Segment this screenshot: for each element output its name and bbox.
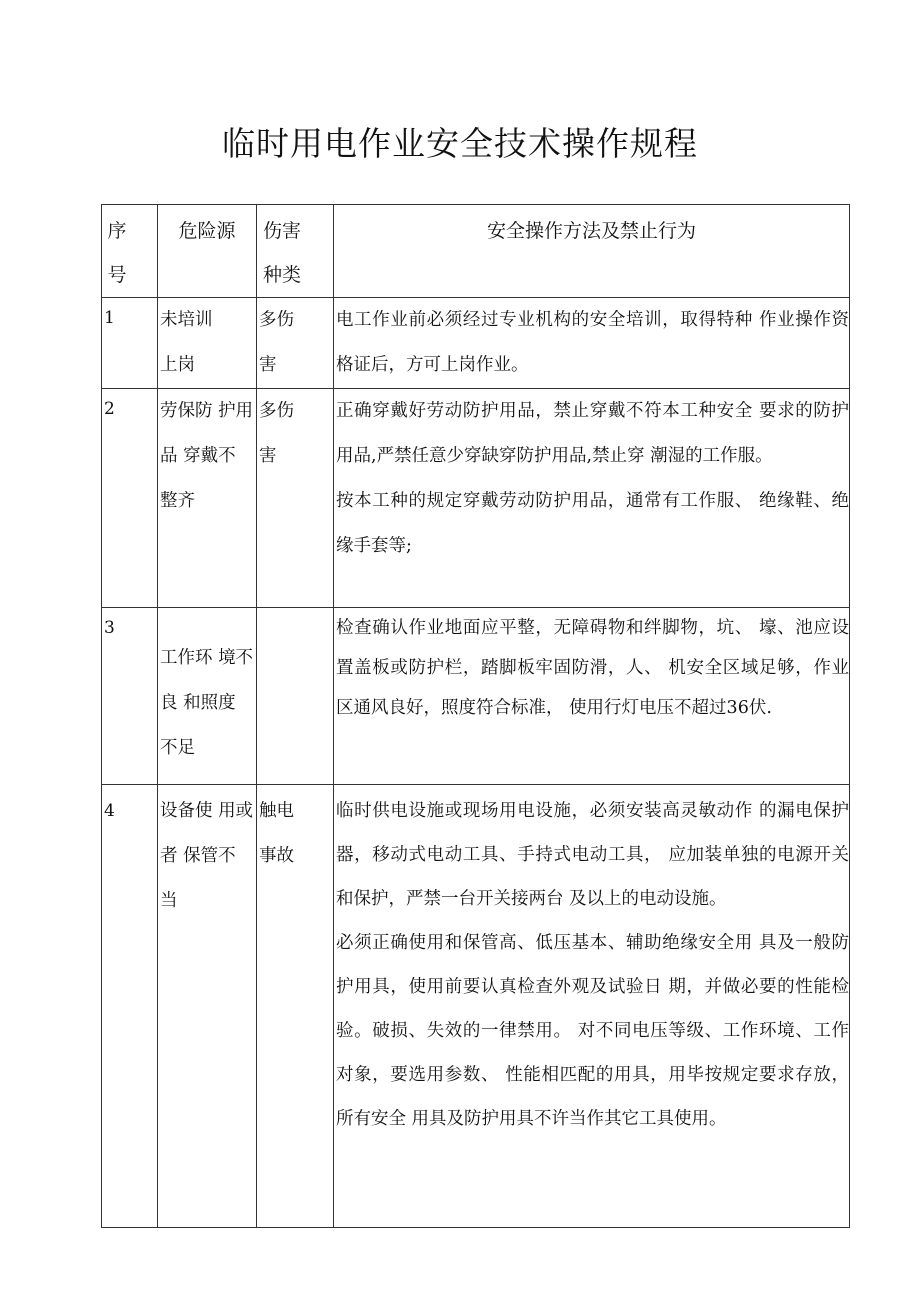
header-no: 序号 [102,205,158,298]
header-injury-type: 伤害种类 [257,205,334,298]
method-paragraph: 正确穿戴好劳动防护用品，禁止穿戴不符本工种安全 要求的防护用品,严禁任意少穿缺穿防护用品,禁止穿 潮湿的工作服。 [336,401,849,466]
table-row [102,785,850,1228]
cell-injury-type: 触电事故 [257,785,334,1228]
cell-hazard-source: 设备使 用或者 保管不 当 [158,785,257,1228]
header-method: 安全操作方法及禁止行为 [334,205,850,298]
header-hazard-source: 危险源 [158,205,257,298]
method-paragraph: 按本工种的规定穿戴劳动防护用品，通常有工作服、 绝缘鞋、绝缘手套等; [336,491,849,556]
cell-hazard-source: 工作环 境不良 和照度 不足 [158,608,257,785]
cell-method [334,389,850,608]
cell-hazard-source: 劳保防 护用品 穿戴不 整齐 [158,389,257,608]
page-title: 临时用电作业安全技术操作规程 [222,124,698,163]
table-row [102,608,850,785]
cell-injury-type: 多伤害 [257,298,334,389]
method-paragraph: 必须正确使用和保管高、低压基本、辅助绝缘安全用 具及一般防护用具，使用前要认真检查外观及试验日 期，并做必要的性能检验。破损、失效的一律禁用。 对不同电压等级、工作环境、工作对象，要选用参数、 性能相匹配的用具，用毕按规定要求存放，所有安全 用具及防护用具不许当作其它工具使用。 [336,933,849,1129]
cell-no: 4 [102,785,158,1228]
table-row [102,298,850,389]
cell-no: 2 [102,389,158,608]
cell-no: 3 [102,608,158,785]
cell-method [334,298,850,389]
method-paragraph: 检查确认作业地面应平整，无障碍物和绊脚物，坑、 壕、池应设置盖板或防护栏，踏脚板牢固防滑，人、 机安全区域足够，作业区通风良好，照度符合标准， 使用行灯电压不超过36伏. [336,618,849,718]
cell-injury-type: 多伤害 [257,389,334,608]
safety-rules-table [101,204,850,1228]
cell-method [334,608,850,785]
table-header-row [102,205,850,298]
cell-method [334,785,850,1228]
table-row [102,389,850,608]
cell-injury-type [257,608,334,785]
cell-no: 1 [102,298,158,389]
cell-hazard-source: 未培训上岗 [158,298,257,389]
method-paragraph: 临时供电设施或现场用电设施，必须安装高灵敏动作 的漏电保护器，移动式电动工具、手持式电动工具， 应加装单独的电源开关和保护，严禁一台开关接两台 及以上的电动设施。 [336,801,849,909]
method-paragraph: 电工作业前必须经过专业机构的安全培训，取得特种 作业操作资格证后，方可上岗作业。 [336,310,849,375]
